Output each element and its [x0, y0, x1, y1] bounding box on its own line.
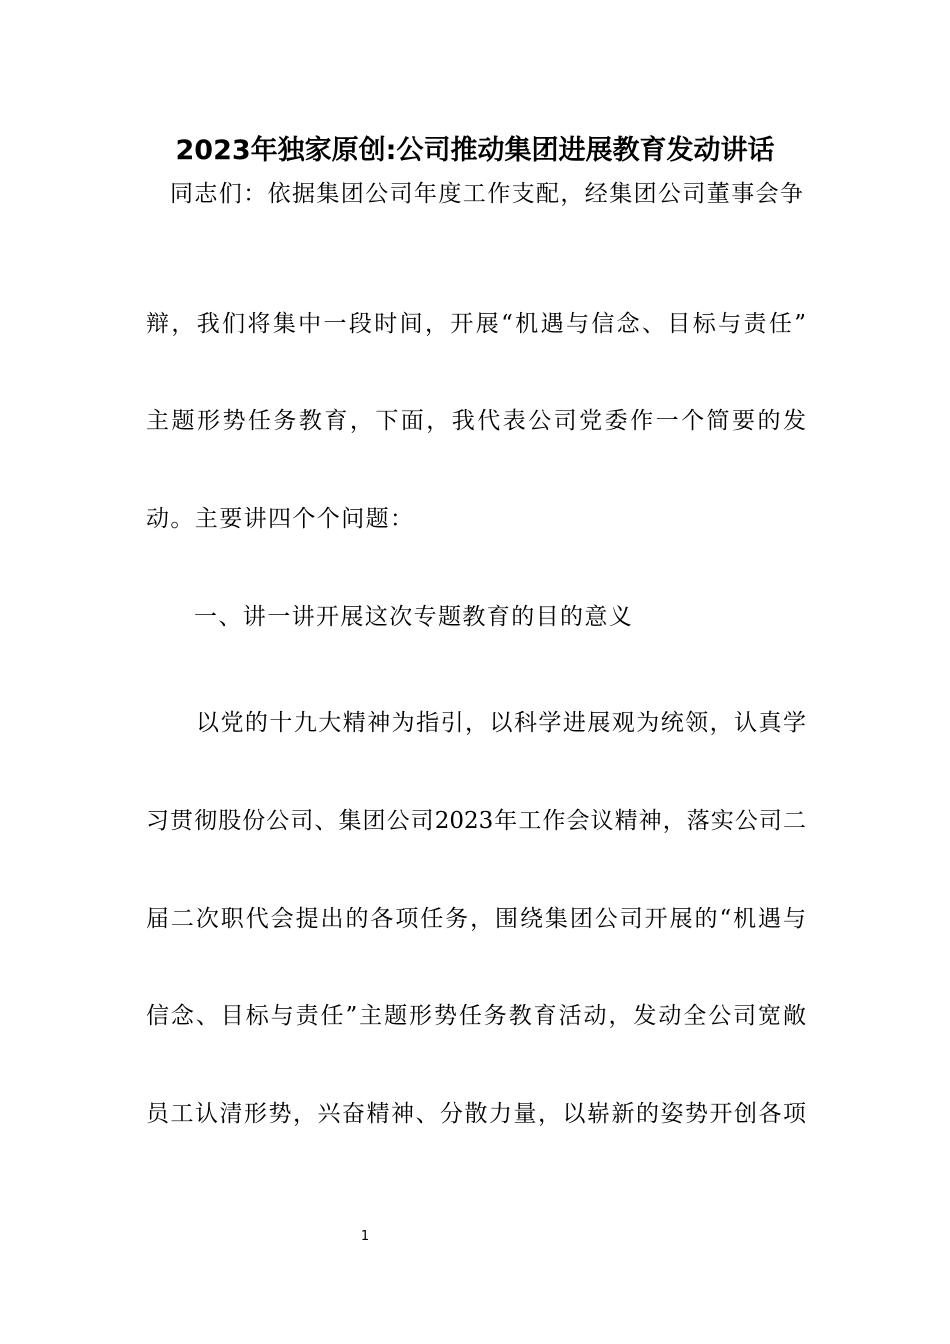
paragraph-line: 主题形势任务教育，下面，我代表公司党委作一个简要的发	[146, 408, 806, 434]
paragraph-line: 以党的十九大精神为指引，以科学进展观为统领，认真学	[196, 710, 806, 736]
document-title: 2023年独家原创:公司推动集团进展教育发动讲话	[175, 135, 775, 166]
paragraph-line: 同志们：依据集团公司年度工作支配，经集团公司董事会争	[170, 181, 805, 207]
paragraph-line: 动。主要讲四个个问题：	[146, 506, 415, 532]
paragraph-line: 辩，我们将集中一段时间，开展“机遇与信念、目标与责任”	[146, 311, 806, 337]
paragraph-line: 信念、目标与责任”主题形势任务教育活动，发动全公司宽敞	[146, 1003, 806, 1029]
paragraph-line: 习贯彻股份公司、集团公司2023年工作会议精神，落实公司二	[146, 808, 806, 834]
section-heading: 一、讲一讲开展这次专题教育的目的意义	[194, 604, 634, 630]
paragraph-line: 届二次职代会提出的各项任务，围绕集团公司开展的“机遇与	[146, 906, 806, 932]
page-number: 1	[360, 1229, 370, 1244]
paragraph-line: 员工认清形势，兴奋精神、分散力量，以崭新的姿势开创各项	[146, 1101, 806, 1127]
